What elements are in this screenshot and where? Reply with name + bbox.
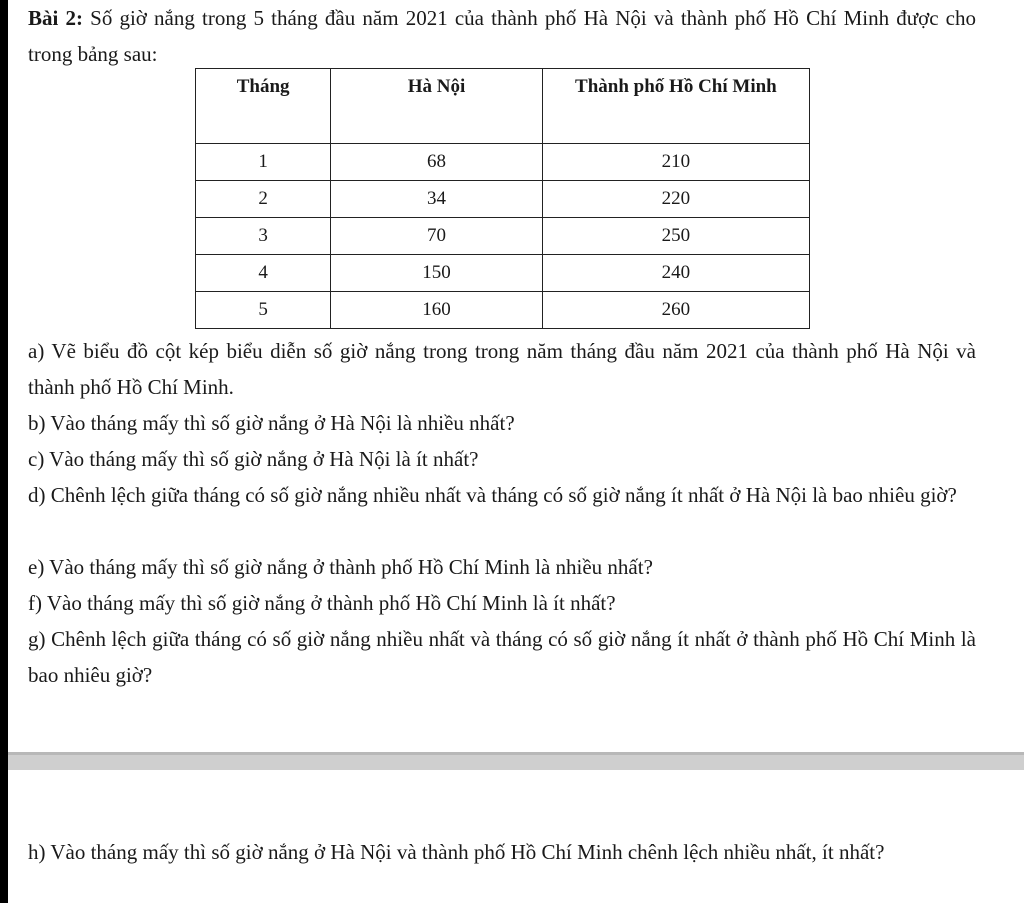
question-c: c) Vào tháng mấy thì số giờ nắng ở Hà Nội là ít nhất? [28,447,479,471]
table-row [196,255,810,292]
cell-hcmc: 260 [542,292,809,329]
question-a: a) Vẽ biểu đồ cột kép biểu diễn số giờ nắng trong trong năm tháng đầu năm 2021 của thành phố Hà Nội và thành phố Hồ Chí Minh. [28,339,976,399]
cell-month: 3 [196,218,331,255]
table-row [196,181,810,218]
question-f: f) Vào tháng mấy thì số giờ nắng ở thành phố Hồ Chí Minh là ít nhất? [28,591,616,615]
cell-month: 2 [196,181,331,218]
question-h: h) Vào tháng mấy thì số giờ nắng ở Hà Nội và thành phố Hồ Chí Minh chênh lệch nhiều nhất, ít nhất? [28,840,885,864]
page-separator [8,752,1024,770]
cell-hanoi: 150 [331,255,542,292]
page-separator-line [8,752,1024,755]
cell-hcmc: 250 [542,218,809,255]
problem-intro-text: Số giờ nắng trong 5 tháng đầu năm 2021 của thành phố Hà Nội và thành phố Hồ Chí Minh được cho trong bảng sau: [28,6,976,66]
table-row [196,144,810,181]
table-header-row [196,69,810,144]
cell-hcmc: 240 [542,255,809,292]
header-hcmc [542,69,809,144]
sunshine-table [195,68,810,329]
cell-hanoi: 34 [331,181,542,218]
table-row [196,292,810,329]
cell-hcmc: 220 [542,181,809,218]
problem-label: Bài 2: [28,6,83,30]
header-hcmc-text: Thành phố Hồ Chí Minh [575,76,777,97]
table-row [196,218,810,255]
question-g: g) Chênh lệch giữa tháng có số giờ nắng nhiều nhất và tháng có số giờ nắng ít nhất ở thành phố Hồ Chí Minh là bao nhiêu giờ? [28,627,976,687]
question-e: e) Vào tháng mấy thì số giờ nắng ở thành phố Hồ Chí Minh là nhiều nhất? [28,555,653,579]
cell-month: 4 [196,255,331,292]
question-d: d) Chênh lệch giữa tháng có số giờ nắng nhiều nhất và tháng có số giờ nắng ít nhất ở Hà Nội là bao nhiêu giờ? [28,483,957,507]
question-b: b) Vào tháng mấy thì số giờ nắng ở Hà Nội là nhiều nhất? [28,411,515,435]
header-month: Tháng [196,69,331,144]
header-hanoi: Hà Nội [331,69,542,144]
cell-hanoi: 68 [331,144,542,181]
cell-hcmc: 210 [542,144,809,181]
cell-hanoi: 160 [331,292,542,329]
problem-intro [28,0,976,72]
cell-month: 5 [196,292,331,329]
document-page-1 [8,0,1024,752]
cell-hanoi: 70 [331,218,542,255]
cell-month: 1 [196,144,331,181]
